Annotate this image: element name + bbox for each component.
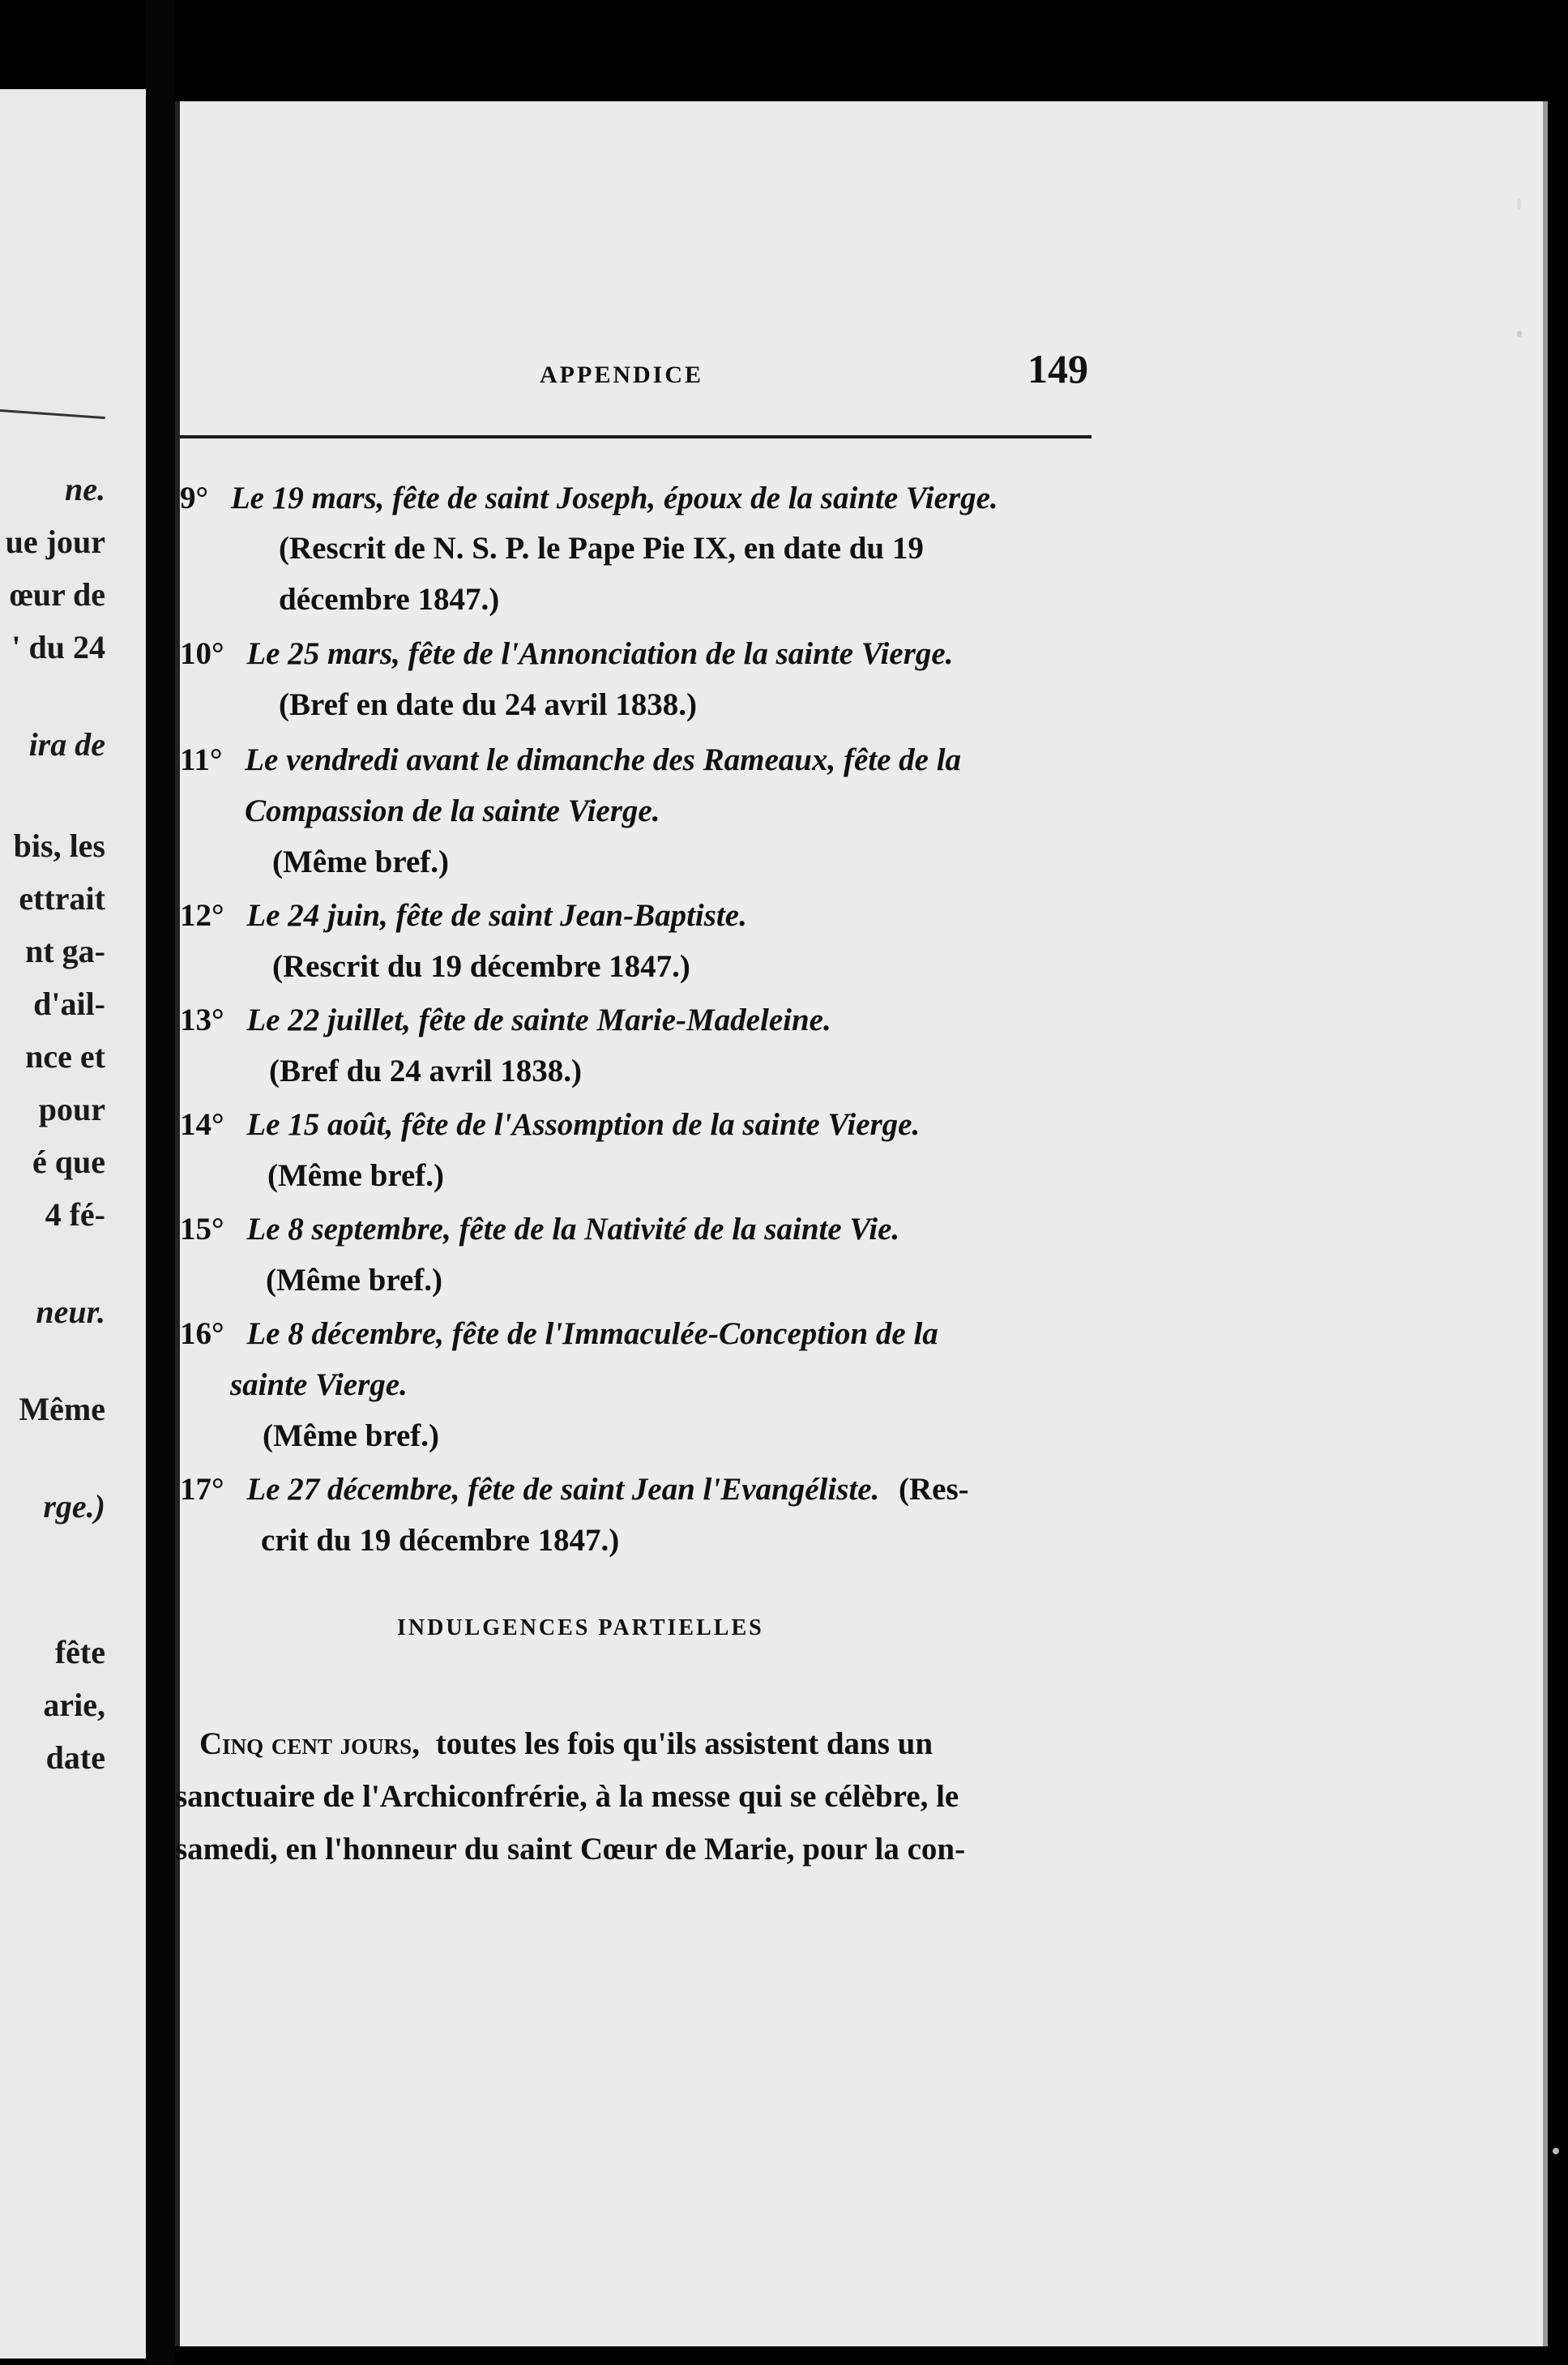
list-item [180,1213,899,1245]
left-fragment: nt ga- [25,933,105,969]
list-item [180,1318,938,1349]
entry-feast: Le 15 août, fête de l'Assomption de la sainte Vierge. [246,1107,921,1142]
entry-number: 14° [180,1107,224,1142]
left-fragment: ue jour [5,524,105,560]
entry-source: (Rescrit de N. S. P. le Pape Pie IX, en date du 19 [279,531,924,566]
left-fragment: é que [32,1144,105,1180]
list-item [180,1004,831,1036]
header-rule [180,435,1092,438]
left-fragment: Même [19,1391,105,1427]
left-fragment: pour [38,1091,105,1127]
paragraph-line: sanctuaire de l'Archiconfrérie, à la messe qui se célèbre, le [175,1779,959,1814]
left-fragment: rge.) [43,1488,105,1525]
entry-number: 16° [180,1316,224,1351]
entry-feast-continued: Compassion de la sainte Vierge. [245,793,660,828]
left-fragment: 4 fé- [45,1196,105,1233]
entry-number: 15° [180,1212,224,1247]
left-fragment: ' du 24 [11,629,105,665]
entry-number: 13° [180,1003,224,1037]
left-fragment: fête [54,1634,105,1670]
entry-number: 9° [180,481,209,515]
left-fragment: ettrait [19,880,105,917]
list-item [180,482,998,514]
entry-feast-continued: sainte Vierge. [230,1367,408,1402]
previous-page-fragment [0,89,146,2359]
entry-feast: Le 8 septembre, fête de la Nativité de la sainte Vie. [246,1212,900,1247]
binding-gutter [146,0,175,2365]
left-fragment: arie, [43,1687,105,1723]
list-item [180,900,747,931]
page-number: 149 [1028,346,1088,391]
paragraph-lead: Cinq cent jours, [199,1726,420,1761]
entry-number: 10° [180,636,224,671]
scan-speck [1517,331,1522,337]
entry-feast: Le 8 décembre, fête de l'Immaculée-Conception de la [246,1316,938,1351]
left-fragment: date [45,1739,105,1776]
book-page [175,101,1548,2346]
entry-feast: Le 19 mars, fête de saint Joseph, époux de la sainte Vierge. [230,481,998,515]
entry-source: (Même bref.) [272,845,449,879]
entry-feast: Le 24 juin, fête de saint Jean-Baptiste. [246,898,747,933]
entry-source: décembre 1847.) [279,582,500,617]
entry-number: 17° [180,1472,224,1507]
entry-source: (Res- [899,1472,969,1507]
entry-source: (Bref en date du 24 avril 1838.) [279,687,697,722]
entry-source: (Même bref.) [267,1158,444,1193]
left-fragment: nce et [25,1038,105,1075]
paragraph-line: samedi, en l'honneur du saint Cœur de Marie, pour la con- [175,1832,966,1867]
list-item [180,1473,969,1505]
section-heading: INDULGENCES PARTIELLES [397,1615,764,1640]
entry-source: (Bref du 24 avril 1838.) [269,1054,583,1088]
entry-number: 12° [180,898,224,933]
list-item [180,1109,920,1140]
entry-feast: Le 27 décembre, fête de saint Jean l'Evangéliste. [246,1472,880,1507]
entry-source: (Même bref.) [266,1263,442,1298]
entry-source: crit du 19 décembre 1847.) [261,1523,620,1558]
scan-speck [1517,199,1521,210]
left-fragment: bis, les [13,828,105,864]
running-head [180,340,1104,405]
left-fragment: œur de [9,576,105,613]
left-fragment: ne. [65,471,105,507]
list-item [180,744,961,776]
left-fragment: d'ail- [33,986,105,1022]
entry-source: (Rescrit du 19 décembre 1847.) [272,949,690,984]
entry-feast: Le 22 juillet, fête de sainte Marie-Madeleine. [246,1003,831,1037]
left-fragment: ira de [28,726,105,763]
left-page-rule [0,409,105,419]
entry-number: 11° [180,742,223,777]
running-title: APPENDICE [540,361,704,388]
entry-feast: Le 25 mars, fête de l'Annonciation de la sainte Vierge. [246,636,954,671]
scan-speck [1553,2148,1559,2154]
paragraph-line: Cinq cent jours, toutes les fois qu'ils assistent dans un [199,1726,934,1761]
entry-feast: Le vendredi avant le dimanche des Rameaux, fête de la [245,742,962,777]
left-fragment: neur. [36,1294,105,1330]
entry-source: (Même bref.) [263,1418,439,1453]
list-item [180,638,953,669]
